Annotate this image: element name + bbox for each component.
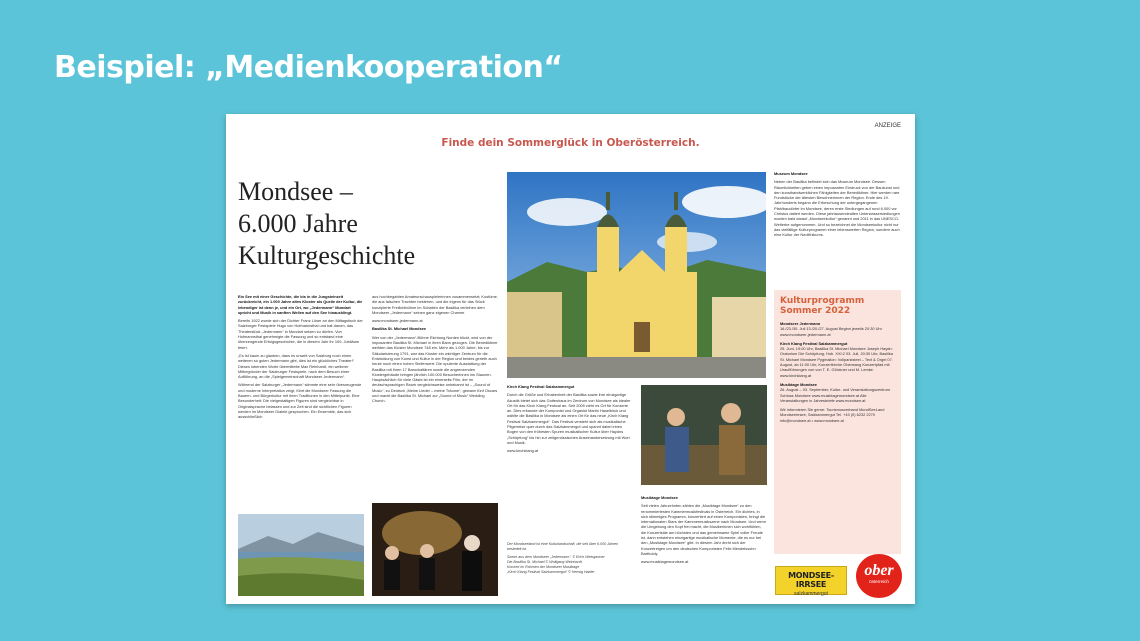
program-title: Kulturprogramm Sommer 2022 xyxy=(780,296,865,316)
program-item: Musiktage Mondsee 26. August – 03. September, Kultur- und Veranstaltungszentrum Schloss Mondsee www.musiktagemondsee.at Alle Veranstaltungen in Jahresbriefe www.mondsee.at xyxy=(780,381,891,403)
museum-section xyxy=(774,171,901,283)
mondsee-irrsee-logo: MONDSEE-IRRSEE salzkammergut xyxy=(775,566,847,595)
section-title: Musiktage Mondsee xyxy=(641,495,678,500)
landscape-photo xyxy=(238,514,364,596)
paragraph: Neben der Basilika befindet sich das Museum Mondsee. Dessen Räumlichkeiten geben einen imposanten Eindruck von der Baukunst und den kunsthandwerklichen Fähigkeiten der Benediktiner. Hier werden rare Fundstücke der ältesten Bewohnerinnen der Region. Ende des 19. Jahrhunderts begann die Erforschung der untergegangenen Pfahlbaudörfer im Mondsee, deren erste Siedlungen auf rund 6.000 vor Christus datiert werden. Diese jahrtausendealten Unterwassersiedlungen wurden bald darauf „Mondseekultur“ genannt und 2011 in das UNESCO-Welterbe aufgenommen. Und so bezeichnet die Mondseekultur nicht nur das vielfältige Kulturprogramm einer lebenswerten Region, sondern auch eine Kultur der Neolithikums. xyxy=(774,179,900,238)
concert-photo xyxy=(372,503,498,596)
section-title: Basilika St. Michael Mondsee xyxy=(372,326,427,332)
link-text: www.kirchklang.at xyxy=(507,448,539,454)
section-title: Museum Mondsee xyxy=(774,171,808,176)
program-item: Mondseer Jedermann 16./23./30. Juli 13./20./27. August Beginn jeweils 20:30 Uhr www.mondseer-jedermann.at xyxy=(780,321,882,337)
photo-captions: Der Mondseeland ist eine Kulturlandschaft, die seit über 6.000 Jahren besiedelt ist. Szene aus dem Mondseer „Jedermann“. © Erich Weingartner Die Basilika St. Michael © Wolfgang Weinhardt Konzert im Rahmen der Mondseer Musiktage „Kirch Klang Festival Salzkammergut“ © Herwig Haider xyxy=(507,542,619,574)
link-text: www.mondseer-jedermann.at xyxy=(372,318,423,324)
paragraph: Bereits 1922 wurde sich der Dichter Franz Löser an den Mittagstisch der Salzburger Festspiele Hugo von Hofmannsthal und bat darum, das Theaterstück „Jedermann“ in Mundart setzen zu dürfen. Von Hofmannsthal genehmigte die Fassung und so entstand eine überzeugende Erfolgsgeschichte, die in diesem Jahr ihr 100. Jubiläum feiert. xyxy=(238,318,363,350)
basilika-photo xyxy=(507,172,766,378)
jedermann-photo xyxy=(641,385,767,485)
ad-label: ANZEIGE xyxy=(874,123,901,129)
musiktage-section xyxy=(641,495,767,595)
slide-title: Beispiel: „Medienkooperation“ xyxy=(54,50,563,85)
paragraph: Seit vielen Jahrzehnten zählen die „Musiktage Mondsee“ zu den renommiertesten Kammermusikfestivals in Österreich. Ein dichtes, in sich stimmiges Programm, konzertiert auf einen Komponisten, bringt die internationalen Stars der Kammermusikszene nach Mondsee. Und wenn die Umgebung den Kopf frei macht, die Musikerinnen sich wohlfühlen, die Konzertsäle am höchsten und das gemeinsame Spiel voller Freude ist, dann entstehen einzigartige musikalische Momente, die es nur bei den „Musiktage Mondsee“ gibt. In diesem Jahr dreht sich der Konzertreigen um den deutschen Komponisten Felix Mendelssohn Bartholdy. xyxy=(641,503,766,556)
article-lead: Ein See mit einer Geschichte, die bis in die Jungsteinzeit zurückreicht, ein 1.000 Jahre altes Kloster als Quelle der Kultur, die lebendiger ist denn je, und ein Ort, wo „Jedermann“ Mundart spricht und Musik in sanften Wellen auf den See hinausklingt. xyxy=(238,294,363,315)
paragraph: „Es ist kaum zu glauben, dass es unweit von Salzburg noch einen weiteren so guten Jedermann gibt, dies ist ein glückliches Theater!“ Dieses lobenden Worte übermittelte Max Reinhardt, ein weiterer Mitbegründer der Salzburger Festspiele, nach dem Besuch einer Aufführung, an die „Spielgemeinschaft Mondseer Jedermann“. xyxy=(238,352,355,380)
paragraph: Während der Salzburger „Jedermann“ stimmte eine sehr überzeugende und moderne Interpretation zeigt, führt die Mondseer Fassung die Bauern- und Bürgerkultur mit ihren Traditionen in den Mittelpunkt. Eine Besonderheit: Die vielgestaltigen Figuren sind vergleichbar in Originalsprache belassen und zur Zeit sind die sichtlichen Figuren werden im Mondseer Dialekt gesprochen. Ein Ensemble, das sich ausschließlich xyxy=(238,382,362,420)
page-headline: Finde dein Sommerglück in Oberösterreich. xyxy=(441,137,700,149)
paragraph: aus hochbegabten Amateurschauspielerinnen zusammensetzt; Kostüme, die aus falschen Trachten bestehen, und die eigens für das Stück konzipierte Freilichtbühne im Schatten der Basilika verleihen dem Mondseer „Jedermann“ seinen ganz eigenen Charme. xyxy=(372,294,498,315)
oberoesterreich-logo: ober österreich xyxy=(856,554,902,598)
festival-section xyxy=(507,384,633,484)
article-column-2 xyxy=(372,294,498,494)
article-column-1 xyxy=(238,294,364,506)
link-text: www.musiktagemondsee.at xyxy=(641,559,689,565)
paragraph: Wer von der „Jedermann“-Bühne Richtung Norden blickt, wird von der imposanten Basilika St. Michael in ihren Bann gezogen. Die Benediktiner weihten das Kloster Mondsee 748 ein. Mehr als 1.000 Jahre, bis zur Säkularisierung 1791, war das Kloster ein wichtiger Zentrum für die Entwicklung von Kunst und Kultur in der Region und beides gerieth auch heute noch einen hohen Stellenwert. Die opulente Ausstattung der Basilika mit ihren 17 Barockaltären sowie die angrenzenden Klostergebäude bringen jährlich 100.000 Besucherinnen ins Staunen. Hauptsächlich für viele Gäste ist ein einerseits Film, der im deutschsprachigen Raum vergleichsweise unbekannt ist – „Sound of Music“, zu Deutsch „Meine Lieder – meine Träume“, gewann fünf Oscars und macht die Basilika St. Michael zur „Sound of Music“ Wedding Church. xyxy=(372,334,498,404)
article-title: Mondsee – 6.000 Jahre Kulturgeschichte xyxy=(238,177,416,270)
program-box xyxy=(774,290,901,554)
newspaper-page xyxy=(226,114,915,604)
program-item: Kirch Klang Festival Salzkammergut 25. Juni, 19:00 Uhr, Basilika St. Michael Mondsee Joseph Haydn: Oratorium Die Schöpfung, Hob. XXI:2 03. Juli, 20:30 Uhr, Basilika St. Michael Mondsee Pygmalion: Vollpanksteel – Text & Orgel 07. August, ab 11:00 Uhr, Konzertkirche Oberwang Konzertpfad mit Uraufführungen von von T. E. Glöckner und M. Lemke. www.kirchklang.at xyxy=(780,340,893,378)
section-title: Kirch Klang Festival Salzkammergut xyxy=(507,384,575,389)
paragraph: Durch die Größe und Erhabenheit der Basilika sowie ihre einzigartige Akustik bietet sich das Gotteshaus im Zentrum von Mondsee als idealer Ort für das Kirch Klang Festival an. Seit 2009 zieht es Ort für Konzerte an. Dies erkannte der Komponist und Organist Martin Haselböck und wählte die Basilika in Mondsee als einen Ort für das neue „Kirch Klang Festival Salzkammergut“. Das Festival versteht sich als musikalische Pilgerreise quer durch das Salzkammergut und spannt dabei einen Bogen von den frühesten Spuren musikalischer Kultur über Haydns „Schöpfung“ bis hin zur zeitgenössischen Auseinandersetzung mit Wort und Musik. xyxy=(507,392,631,445)
program-contact: Wir informieren Sie gerne: Tourismusverband MondSeeLand Mondseeirrsee, Salzkammergut Tel. +43 (0) 6232 2270 info@mondsee.at • www.mondsee.at xyxy=(780,407,885,423)
